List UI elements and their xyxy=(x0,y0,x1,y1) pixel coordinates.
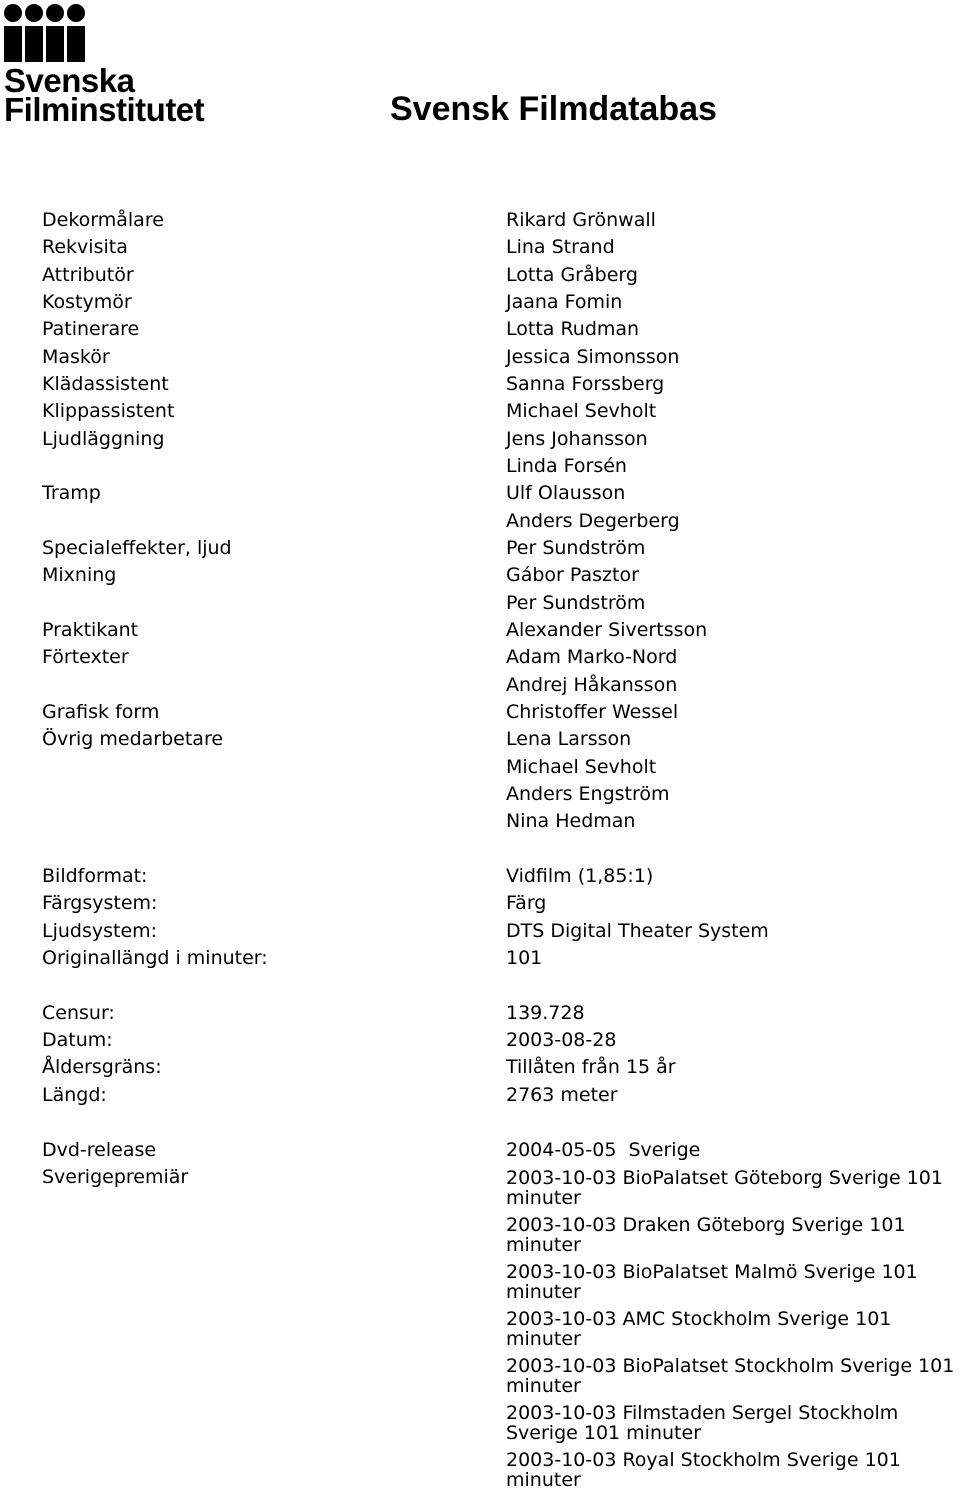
crew-role: Förtexter xyxy=(42,646,129,668)
crew-row xyxy=(42,262,960,289)
crew-row xyxy=(42,726,960,753)
crew-row xyxy=(42,207,960,234)
crew-row xyxy=(42,344,960,371)
crew-name: Lotta Gråberg xyxy=(506,264,638,286)
crew-name: Lotta Rudman xyxy=(506,318,640,340)
crew-role: Grafisk form xyxy=(42,701,160,723)
crew-name: Christoffer Wessel xyxy=(506,701,679,723)
crew-name: Adam Marko-Nord xyxy=(506,646,678,668)
crew-row xyxy=(42,590,960,617)
crew-role: Attributör xyxy=(42,264,134,286)
logo-dot xyxy=(46,4,64,22)
tech-label: Bildformat: xyxy=(42,865,148,887)
crew-row xyxy=(42,508,960,535)
premiere-entry: 2003-10-03 BioPalatset Malmö Sverige 101 minuter xyxy=(506,1261,918,1303)
censur-row xyxy=(42,1082,960,1109)
crew-row xyxy=(42,754,960,781)
crew-role: Praktikant xyxy=(42,619,139,641)
tech-row xyxy=(42,890,960,917)
crew-row xyxy=(42,316,960,343)
premiere-entry: 2003-10-03 BioPalatset Göteborg Sverige 101 minuter xyxy=(506,1167,943,1209)
crew-name: Michael Sevholt xyxy=(506,756,657,778)
crew-row xyxy=(42,808,960,835)
censur-value: 2763 meter xyxy=(506,1084,618,1106)
crew-row xyxy=(42,535,960,562)
censur-label: Datum: xyxy=(42,1029,113,1051)
crew-role: Ljudläggning xyxy=(42,428,165,450)
crew-name: Ulf Olausson xyxy=(506,482,626,504)
crew-name: Andrej Håkansson xyxy=(506,674,678,696)
crew-name: Jessica Simonsson xyxy=(506,346,680,368)
premiere-entry: 2003-10-03 Royal Stockholm Sverige 101 minuter xyxy=(506,1449,901,1491)
crew-name: Gábor Pasztor xyxy=(506,564,639,586)
dvd-release-label: Dvd-release xyxy=(42,1139,157,1161)
crew-name: Jaana Fomin xyxy=(506,291,623,313)
crew-row xyxy=(42,371,960,398)
crew-row xyxy=(42,453,960,480)
crew-role: Klädassistent xyxy=(42,373,169,395)
tech-value: Vidfilm (1,85:1) xyxy=(506,865,654,887)
censur-row xyxy=(42,1054,960,1081)
crew-name: Alexander Sivertsson xyxy=(506,619,708,641)
crew-row xyxy=(42,562,960,589)
page-title: Svensk Filmdatabas xyxy=(390,90,717,128)
logo-dot xyxy=(4,4,22,22)
censur-row xyxy=(42,1027,960,1054)
crew-row xyxy=(42,289,960,316)
dvd-release-row xyxy=(42,1137,960,1164)
crew-name: Per Sundström xyxy=(506,537,646,559)
crew-role: Övrig medarbetare xyxy=(42,728,224,750)
tech-row xyxy=(42,918,960,945)
tech-row xyxy=(42,863,960,890)
crew-role: Patinerare xyxy=(42,318,140,340)
censur-row xyxy=(42,1000,960,1027)
crew-role: Rekvisita xyxy=(42,236,128,258)
logo-text-line-1: Svenska xyxy=(4,62,135,99)
logo-dot xyxy=(25,4,43,22)
tech-label: Ljudsystem: xyxy=(42,920,158,942)
crew-row xyxy=(42,426,960,453)
crew-name: Sanna Forssberg xyxy=(506,373,665,395)
logo-block xyxy=(4,26,22,62)
logo-block xyxy=(46,26,64,62)
crew-role: Klippassistent xyxy=(42,400,175,422)
crew-name: Lina Strand xyxy=(506,236,615,258)
crew-row xyxy=(42,644,960,671)
crew-role: Tramp xyxy=(42,482,101,504)
crew-row xyxy=(42,781,960,808)
premiere-label: Sverigepremiär xyxy=(42,1166,189,1188)
premiere-entry: 2003-10-03 Draken Göteborg Sverige 101 minuter xyxy=(506,1214,906,1256)
crew-role: Mixning xyxy=(42,564,117,586)
censur-label: Längd: xyxy=(42,1084,107,1106)
tech-row xyxy=(42,945,960,972)
crew-name: Per Sundström xyxy=(506,592,646,614)
crew-row xyxy=(42,617,960,644)
logo-block xyxy=(67,26,85,62)
tech-value: Färg xyxy=(506,892,547,914)
crew-name: Lena Larsson xyxy=(506,728,632,750)
crew-row xyxy=(42,480,960,507)
svenska-filminstitutet-logo xyxy=(2,2,205,128)
dvd-release-value: 2004-05-05 Sverige xyxy=(506,1139,701,1161)
logo-dot xyxy=(67,4,85,22)
logo-block xyxy=(25,26,43,62)
tech-value: 101 xyxy=(506,947,543,969)
crew-name: Jens Johansson xyxy=(506,428,648,450)
censur-value: Tillåten från 15 år xyxy=(506,1056,676,1078)
premiere-entry: 2003-10-03 AMC Stockholm Sverige 101 minuter xyxy=(506,1308,892,1350)
crew-role: Dekormålare xyxy=(42,209,164,231)
crew-name: Nina Hedman xyxy=(506,810,636,832)
censur-label: Åldersgräns: xyxy=(42,1056,162,1078)
censur-value: 139.728 xyxy=(506,1002,585,1024)
crew-row xyxy=(42,699,960,726)
crew-row xyxy=(42,672,960,699)
crew-name: Rikard Grönwall xyxy=(506,209,656,231)
logo-text-line-2: Filminstitutet xyxy=(4,91,205,128)
crew-role: Maskör xyxy=(42,346,110,368)
premiere-entry: 2003-10-03 BioPalatset Stockholm Sverige 101 minuter xyxy=(506,1355,955,1397)
premiere-entry: 2003-10-03 Filmstaden Sergel Stockholm Sverige 101 minuter xyxy=(506,1402,899,1444)
crew-name: Michael Sevholt xyxy=(506,400,657,422)
crew-role: Kostymör xyxy=(42,291,132,313)
crew-name: Anders Degerberg xyxy=(506,510,680,532)
crew-name: Anders Engström xyxy=(506,783,670,805)
tech-label: Färgsystem: xyxy=(42,892,158,914)
crew-row xyxy=(42,234,960,261)
crew-name: Linda Forsén xyxy=(506,455,627,477)
censur-value: 2003-08-28 xyxy=(506,1029,617,1051)
censur-label: Censur: xyxy=(42,1002,115,1024)
tech-label: Originallängd i minuter: xyxy=(42,947,268,969)
crew-row xyxy=(42,398,960,425)
crew-role: Specialeffekter, ljud xyxy=(42,537,232,559)
tech-value: DTS Digital Theater System xyxy=(506,920,769,942)
